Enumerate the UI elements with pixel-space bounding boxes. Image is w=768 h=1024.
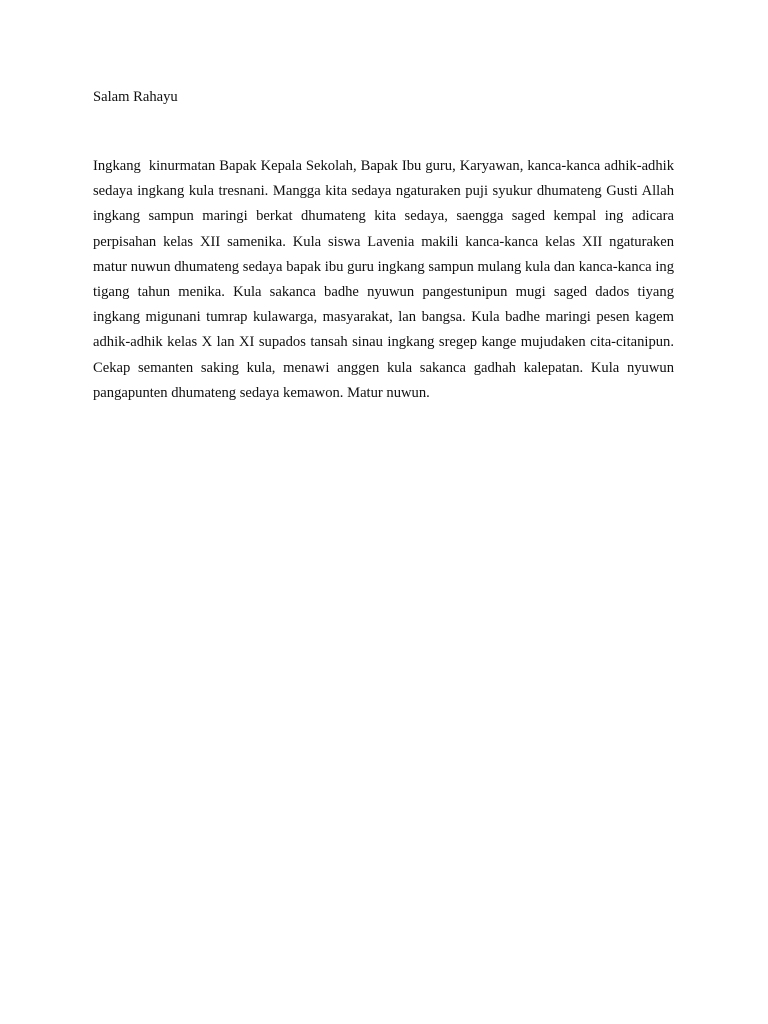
speech-paragraph: Ingkang kinurmatan Bapak Kepala Sekolah, Bapak Ibu guru, Karyawan, kanca-kanca adhik-adhik sedaya ingkang kula tresnani. Mangga kita sedaya ngaturaken puji syukur dhumateng Gusti Allah ingkang sampun maringi berkat dhumateng kita sedaya, saengga saged kempal ing adicara perpisahan kelas XII samenika. Kula siswa Lavenia makili kanca-kanca kelas XII ngaturaken matur nuwun dhumateng sedaya bapak ibu guru ingkang sampun mulang kula dan kanca-kanca ing tigang tahun menika. Kula sakanca badhe nyuwun pangestunipun mugi saged dados tiyang ingkang migunani tumrap kulawarga, masyarakat, lan bangsa. Kula badhe maringi pesen kagem adhik-adhik kelas X lan XI supados tansah sinau ingkang sregep kange mujudaken cita-citanipun. Cekap semanten saking kula, menawi anggen kula sakanca gadhah kalepatan. Kula nyuwun pangapunten dhumateng sedaya kemawon. Matur nuwun. [93, 158, 678, 401]
salutation: Salam Rahayu [93, 89, 178, 105]
document-content [93, 86, 678, 406]
